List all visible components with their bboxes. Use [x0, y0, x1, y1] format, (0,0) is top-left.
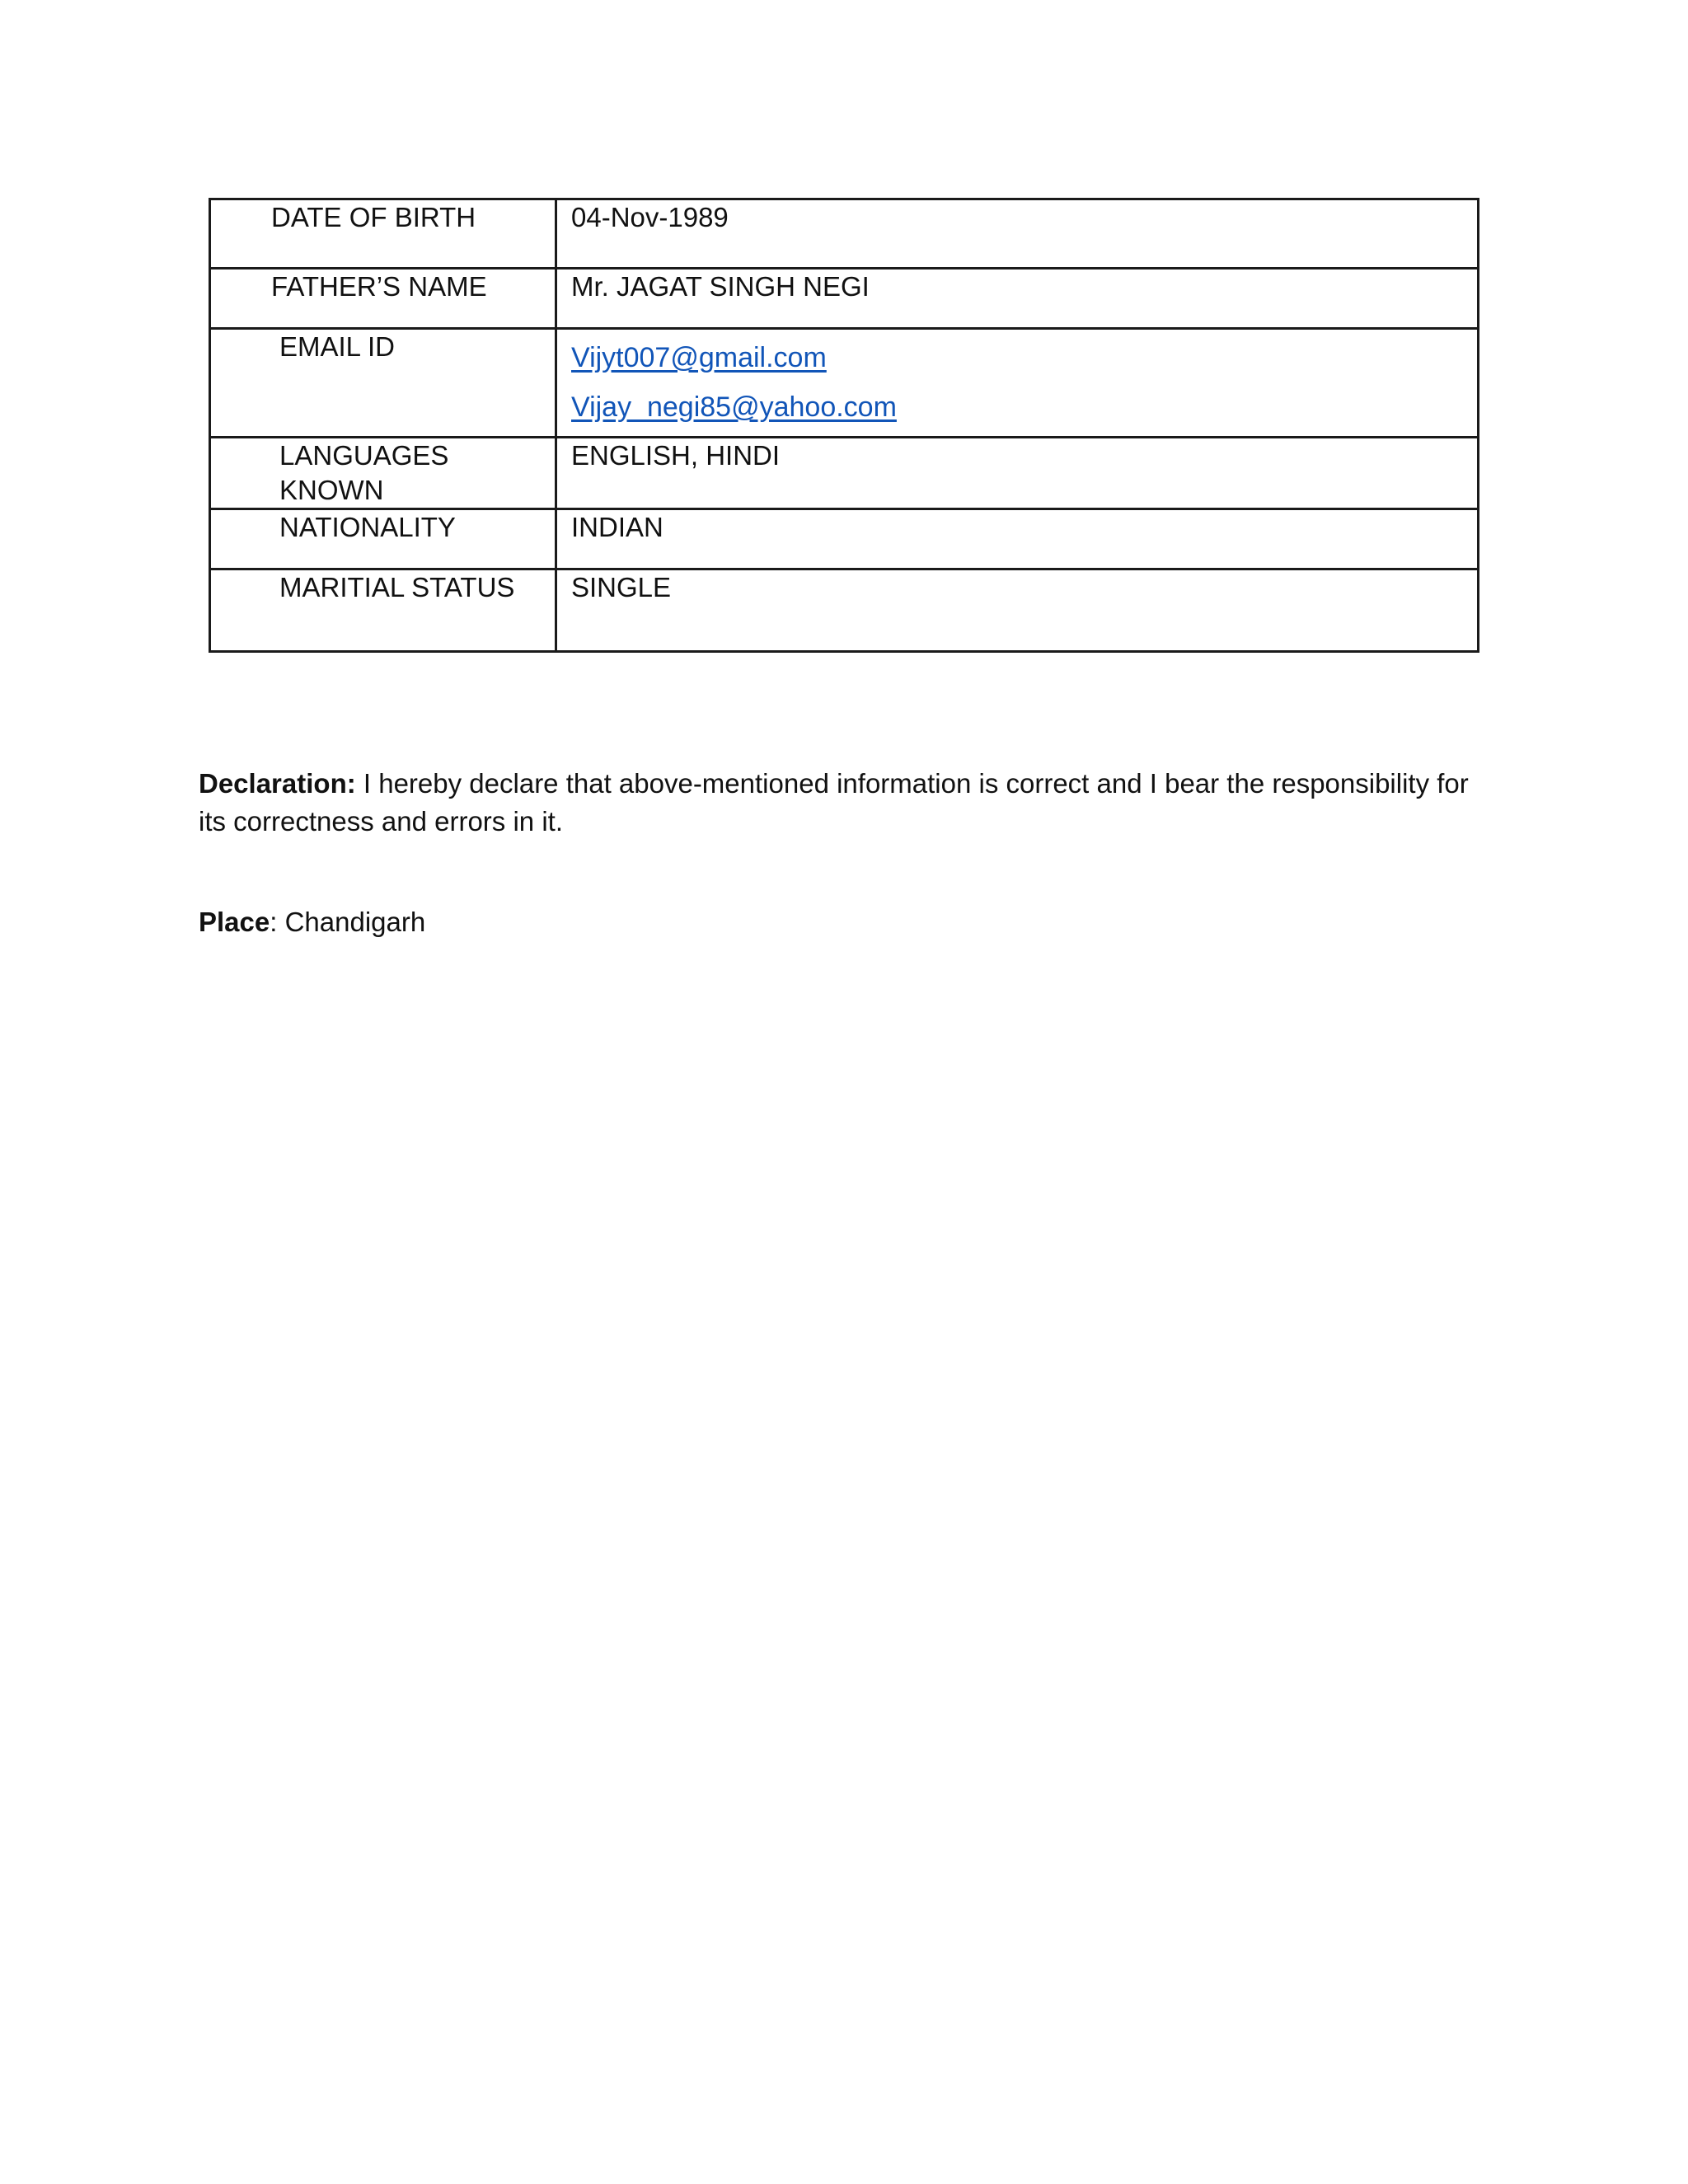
marital-status-value: SINGLE — [556, 569, 1479, 652]
declaration-paragraph — [199, 765, 1501, 841]
table-row — [210, 329, 1479, 438]
table-row — [210, 199, 1479, 269]
place-heading: Place — [199, 907, 270, 937]
table-row — [210, 269, 1479, 329]
fathers-name-label: FATHER’S NAME — [210, 269, 556, 329]
table-row — [210, 438, 1479, 509]
place-value: : Chandigarh — [270, 907, 426, 937]
date-of-birth-label: DATE OF BIRTH — [210, 199, 556, 269]
email-link-gmail[interactable]: Vijyt007@gmail.com — [571, 342, 827, 373]
table-row — [210, 569, 1479, 652]
date-of-birth-value: 04-Nov-1989 — [556, 199, 1479, 269]
declaration-text: I hereby declare that above-mentioned information is correct and I bear the responsibility for its correctness and errors in it. — [199, 768, 1469, 837]
personal-details-table — [209, 198, 1479, 653]
languages-known-label: LANGUAGES KNOWN — [210, 438, 556, 509]
table-row — [210, 509, 1479, 569]
languages-known-value: ENGLISH, HINDI — [556, 438, 1479, 509]
email-id-label: EMAIL ID — [210, 329, 556, 438]
nationality-label: NATIONALITY — [210, 509, 556, 569]
place-line — [199, 903, 425, 941]
email-id-value — [556, 329, 1479, 438]
marital-status-label: MARITIAL STATUS — [210, 569, 556, 652]
nationality-value: INDIAN — [556, 509, 1479, 569]
email-link-yahoo[interactable]: Vijay_negi85@yahoo.com — [571, 391, 897, 423]
fathers-name-value: Mr. JAGAT SINGH NEGI — [556, 269, 1479, 329]
declaration-heading: Declaration: — [199, 768, 356, 799]
